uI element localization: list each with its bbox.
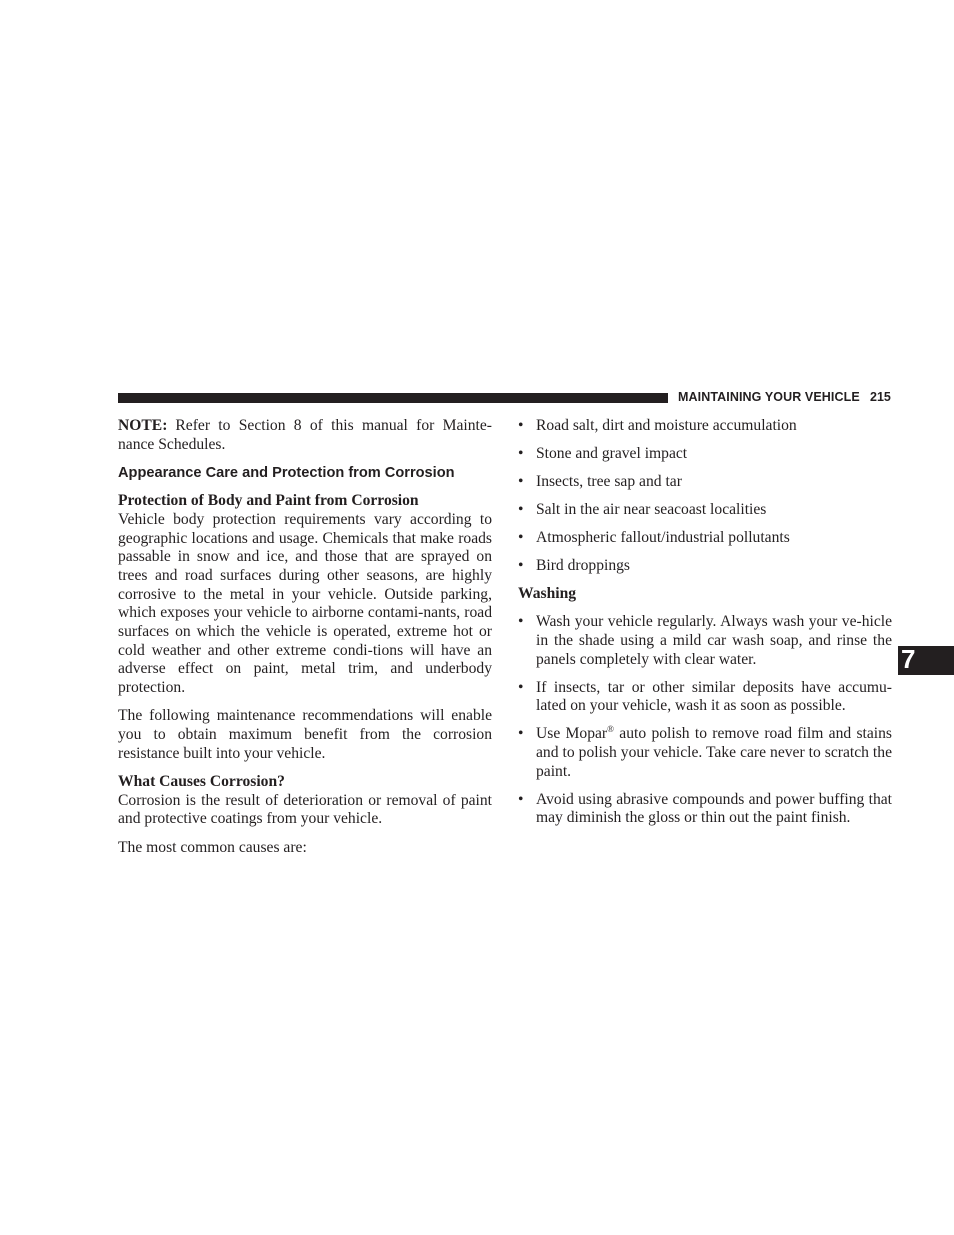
list-item: • Insects, tree sap and tar (518, 473, 682, 490)
paragraph-causes: Corrosion is the result of deterioration or removal of paint and protective coatings from your vehicle. (118, 791, 492, 828)
list-item: • Bird droppings (518, 557, 630, 574)
subheading-causes: What Causes Corrosion? (118, 772, 285, 790)
bullet: • (518, 529, 524, 546)
left-column (118, 417, 492, 867)
washing-heading: Washing (518, 585, 577, 602)
subheading-protection: Protection of Body and Paint from Corrosion (118, 492, 419, 510)
right-column (518, 417, 892, 837)
washing-list (518, 613, 892, 828)
header-rule (118, 393, 668, 403)
bullet: • (518, 417, 524, 434)
list-item: • Wash your vehicle regularly. Always wash your ve-hicle in the shade using a mild car wash soap, and rinse the panels completely with clear water. (518, 613, 892, 668)
note-paragraph (118, 417, 492, 454)
running-header-title: MAINTAINING YOUR VEHICLE (678, 390, 860, 404)
list-item: • Salt in the air near seacoast localities (518, 501, 767, 518)
bullet: • (518, 473, 524, 490)
note-label: NOTE: (118, 417, 168, 434)
bullet: • (518, 678, 524, 696)
registered-mark: ® (607, 724, 614, 735)
list-item: • Use Mopar® auto polish to remove road film and stains and to polish your vehicle. Take care never to scratch the paint. (518, 724, 892, 780)
bullet: • (518, 501, 524, 518)
bullet: • (518, 613, 524, 631)
list-item: • Atmospheric fallout/industrial pollutants (518, 529, 790, 546)
section-tab (898, 646, 954, 675)
paragraph-common-causes: The most common causes are: (118, 838, 307, 856)
page-number: 215 (870, 390, 891, 404)
bullet: • (518, 445, 524, 462)
list-item: • Stone and gravel impact (518, 445, 688, 462)
section-heading: Appearance Care and Protection from Corrosion (118, 464, 455, 481)
list-item: • Avoid using abrasive compounds and power buffing that may diminish the gloss or thin out the paint finish. (518, 790, 892, 827)
list-item: • If insects, tar or other similar deposits have accumu-lated on your vehicle, wash it as soon as possible. (518, 678, 892, 715)
bullet: • (518, 725, 524, 743)
list-item: • Road salt, dirt and moisture accumulation (518, 417, 797, 434)
paragraph-protection: Vehicle body protection requirements vary according to geographic locations and usage. Chemicals that make roads passable in snow and ice, and those that are sprayed on trees and road surfaces during other seasons, are highly corrosive to the metal in your vehicle. Outside parking, which exposes your vehicle to airborne contami-nants, road surfaces on which the vehicle is operated, extreme hot or cold weather and other extreme condi-tions will have an adverse effect on paint, metal trim, and underbody protection. (118, 510, 492, 697)
bullet: • (518, 790, 524, 808)
note-text: Refer to Section 8 of this manual for Mainte-nance Schedules. (118, 417, 492, 453)
section-tab-number: 7 (901, 644, 916, 674)
bullet: • (518, 557, 524, 574)
paragraph-recommendations: The following maintenance recommendations will enable you to obtain maximum benefit from the corrosion resistance built into your vehicle. (118, 707, 492, 762)
causes-list (518, 417, 892, 576)
